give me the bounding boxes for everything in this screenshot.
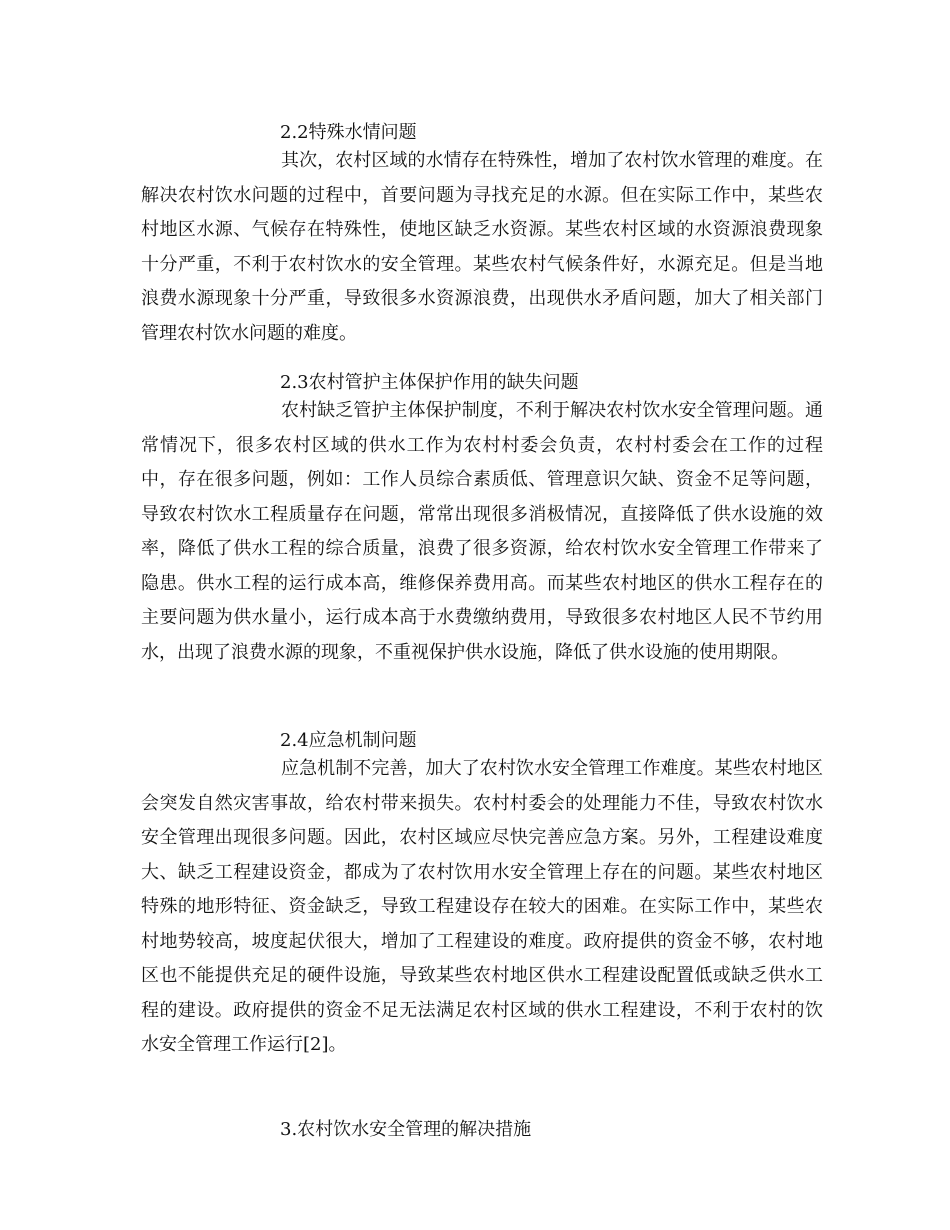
section-heading-3: 3.农村饮水安全管理的解决措施 xyxy=(280,1119,532,1140)
section-heading-2-3: 2.3农村管护主体保护作用的缺失问题 xyxy=(280,372,579,393)
section-paragraph-2-2: 其次，农村区域的水情存在特殊性，增加了农村饮水管理的难度。在解决农村饮水问题的过程中，首要问题为寻找充足的水源。但在实际工作中，某些农村地区水源、气候存在特殊性，使地区缺乏水资源。某些农村区域的水资源浪费现象十分严重，不利于农村饮水的安全管理。某些农村气候条件好，水源充足。但是当地浪费水源现象十分严重，导致很多水资源浪费，出现供水矛盾问题，加大了相关部门管理农村饮水问题的难度。 xyxy=(141,150,823,344)
section-paragraph-2-4: 应急机制不完善，加大了农村饮水安全管理工作难度。某些农村地区会突发自然灾害事故，给农村带来损失。农村村委会的处理能力不佳，导致农村饮水安全管理出现很多问题。因此，农村区域应尽快完善应急方案。另外，工程建设难度大、缺乏工程建设资金，都成为了农村饮用水安全管理上存在的问题。某些农村地区特殊的地形特征、资金缺乏，导致工程建设存在较大的困难。在实际工作中，某些农村地势较高，坡度起伏很大，增加了工程建设的难度。政府提供的资金不够，农村地区也不能提供充足的硬件设施，导致某些农村地区供水工程建设配置低或缺乏供水工程的建设。政府提供的资金不足无法满足农村区域的供水工程建设，不利于农村的饮水安全管理工作运行[2]。 xyxy=(141,758,823,1055)
section-heading-2-2: 2.2特殊水情问题 xyxy=(280,122,417,143)
section-heading-2-4: 2.4应急机制问题 xyxy=(280,730,417,751)
section-paragraph-2-3: 农村缺乏管护主体保护制度，不利于解决农村饮水安全管理问题。通常情况下，很多农村区域的供水工作为农村村委会负责，农村村委会在工作的过程中，存在很多问题，例如：工作人员综合素质低、管理意识欠缺、资金不足等问题，导致农村饮水工程质量存在问题，常常出现很多消极情况，直接降低了供水设施的效率，降低了供水工程的综合质量，浪费了很多资源，给农村饮水安全管理工作带来了隐患。供水工程的运行成本高，维修保养费用高。而某些农村地区的供水工程存在的主要问题为供水量小，运行成本高于水费缴纳费用，导致很多农村地区人民不节约用水，出现了浪费水源的现象，不重视保护供水设施，降低了供水设施的使用期限。 xyxy=(141,400,823,663)
